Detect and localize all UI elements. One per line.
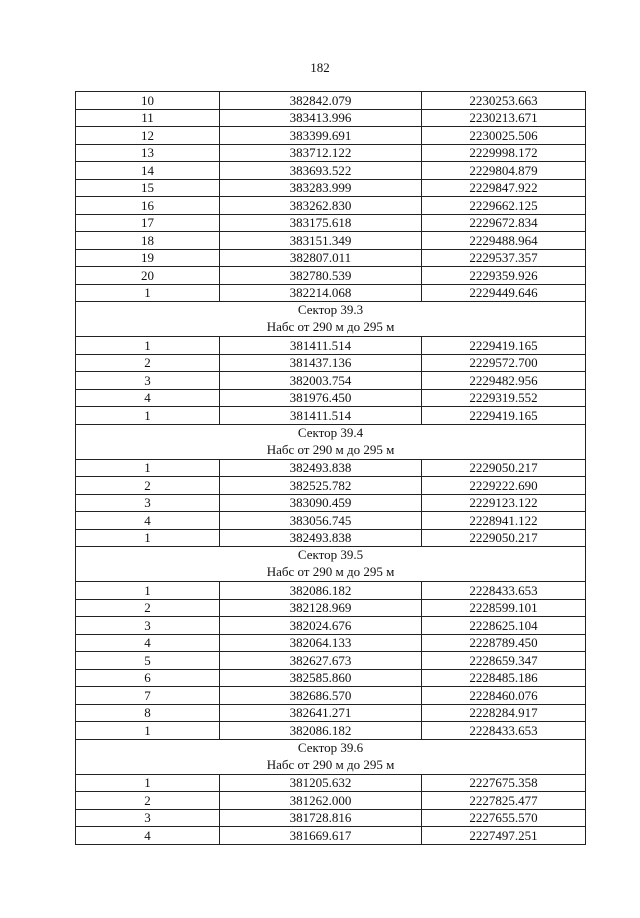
point-number-cell: 1 [76,284,220,302]
y-coordinate-cell: 2229050.217 [422,529,586,547]
table-row [76,179,586,197]
table-row [76,214,586,232]
table-row [76,809,586,827]
coordinates-table [75,91,586,845]
table-row [76,687,586,705]
x-coordinate-cell: 383413.996 [220,109,422,127]
x-coordinate-cell: 382585.860 [220,669,422,687]
point-number-cell: 20 [76,267,220,285]
sector-altitude-range: Набс от 290 м до 295 м [266,756,395,772]
sector-header-row [76,547,586,582]
sector-header-row [76,302,586,337]
y-coordinate-cell: 2228485.186 [422,669,586,687]
x-coordinate-cell: 381437.136 [220,354,422,372]
table-row [76,267,586,285]
y-coordinate-cell: 2228659.347 [422,652,586,670]
point-number-cell: 3 [76,617,220,635]
table-row [76,127,586,145]
table-row [76,162,586,180]
point-number-cell: 1 [76,722,220,740]
x-coordinate-cell: 382024.676 [220,617,422,635]
table-row [76,722,586,740]
table-row [76,582,586,600]
y-coordinate-cell: 2229222.690 [422,477,586,495]
x-coordinate-cell: 382128.969 [220,599,422,617]
x-coordinate-cell: 383175.618 [220,214,422,232]
y-coordinate-cell: 2229419.165 [422,337,586,355]
x-coordinate-cell: 382493.838 [220,529,422,547]
x-coordinate-cell: 382086.182 [220,722,422,740]
table-row [76,529,586,547]
point-number-cell: 13 [76,144,220,162]
x-coordinate-cell: 383262.830 [220,197,422,215]
point-number-cell: 17 [76,214,220,232]
x-coordinate-cell: 383090.459 [220,494,422,512]
point-number-cell: 15 [76,179,220,197]
x-coordinate-cell: 382086.182 [220,582,422,600]
point-number-cell: 4 [76,512,220,530]
sector-title: Сектор 39.5 [297,547,364,562]
x-coordinate-cell: 382493.838 [220,459,422,477]
table-row [76,284,586,302]
y-coordinate-cell: 2228460.076 [422,687,586,705]
point-number-cell: 3 [76,372,220,390]
page-number: 182 [310,60,330,75]
table-row [76,617,586,635]
point-number-cell: 1 [76,337,220,355]
y-coordinate-cell: 2229123.122 [422,494,586,512]
point-number-cell: 3 [76,494,220,512]
y-coordinate-cell: 2229572.700 [422,354,586,372]
y-coordinate-cell: 2229449.646 [422,284,586,302]
sector-altitude-range: Набс от 290 м до 295 м [266,319,395,334]
y-coordinate-cell: 2227825.477 [422,792,586,810]
point-number-cell: 1 [76,582,220,600]
sector-header-cell [76,302,586,337]
y-coordinate-cell: 2228433.653 [422,722,586,740]
x-coordinate-cell: 381728.816 [220,809,422,827]
x-coordinate-cell: 383056.745 [220,512,422,530]
x-coordinate-cell: 383693.522 [220,162,422,180]
table-row [76,669,586,687]
x-coordinate-cell: 381205.632 [220,774,422,792]
x-coordinate-cell: 383151.349 [220,232,422,250]
y-coordinate-cell: 2229482.956 [422,372,586,390]
x-coordinate-cell: 382686.570 [220,687,422,705]
sector-title: Сектор 39.6 [297,739,364,755]
x-coordinate-cell: 382064.133 [220,634,422,652]
point-number-cell: 5 [76,652,220,670]
sector-altitude-range: Набс от 290 м до 295 м [266,441,395,457]
table-row [76,494,586,512]
table-row [76,599,586,617]
y-coordinate-cell: 2229359.926 [422,267,586,285]
x-coordinate-cell: 383712.122 [220,144,422,162]
y-coordinate-cell: 2229672.834 [422,214,586,232]
y-coordinate-cell: 2227655.570 [422,809,586,827]
x-coordinate-cell: 381411.514 [220,407,422,425]
table-row [76,477,586,495]
sector-header-cell [76,424,586,459]
sector-header-row [76,739,586,774]
y-coordinate-cell: 2230253.663 [422,92,586,110]
table-row [76,774,586,792]
table-row [76,144,586,162]
x-coordinate-cell: 382214.068 [220,284,422,302]
table-row [76,372,586,390]
point-number-cell: 2 [76,792,220,810]
table-row [76,634,586,652]
y-coordinate-cell: 2228625.104 [422,617,586,635]
table-row [76,512,586,530]
point-number-cell: 8 [76,704,220,722]
y-coordinate-cell: 2229847.922 [422,179,586,197]
y-coordinate-cell: 2228599.101 [422,599,586,617]
sector-title: Сектор 39.3 [297,302,364,317]
x-coordinate-cell: 381976.450 [220,389,422,407]
point-number-cell: 4 [76,827,220,845]
point-number-cell: 2 [76,477,220,495]
table-row [76,92,586,110]
point-number-cell: 2 [76,354,220,372]
table-row [76,792,586,810]
sector-header-cell [76,739,586,774]
table-row [76,109,586,127]
table-row [76,459,586,477]
x-coordinate-cell: 382842.079 [220,92,422,110]
sector-altitude-range: Набс от 290 м до 295 м [266,564,395,579]
point-number-cell: 1 [76,529,220,547]
y-coordinate-cell: 2227497.251 [422,827,586,845]
sector-title: Сектор 39.4 [297,424,364,440]
table-row [76,197,586,215]
y-coordinate-cell: 2230213.671 [422,109,586,127]
x-coordinate-cell: 382525.782 [220,477,422,495]
point-number-cell: 3 [76,809,220,827]
table-row [76,389,586,407]
y-coordinate-cell: 2229488.964 [422,232,586,250]
sector-header-cell [76,547,586,582]
point-number-cell: 10 [76,92,220,110]
point-number-cell: 14 [76,162,220,180]
y-coordinate-cell: 2228284.917 [422,704,586,722]
table-row [76,407,586,425]
y-coordinate-cell: 2228433.653 [422,582,586,600]
table-row [76,354,586,372]
x-coordinate-cell: 382641.271 [220,704,422,722]
coordinates-table-body [76,92,586,845]
x-coordinate-cell: 381669.617 [220,827,422,845]
y-coordinate-cell: 2228789.450 [422,634,586,652]
point-number-cell: 16 [76,197,220,215]
y-coordinate-cell: 2229050.217 [422,459,586,477]
y-coordinate-cell: 2229537.357 [422,249,586,267]
point-number-cell: 4 [76,634,220,652]
y-coordinate-cell: 2229804.879 [422,162,586,180]
table-row [76,704,586,722]
point-number-cell: 1 [76,459,220,477]
sector-header-row [76,424,586,459]
y-coordinate-cell: 2229419.165 [422,407,586,425]
point-number-cell: 7 [76,687,220,705]
point-number-cell: 1 [76,774,220,792]
y-coordinate-cell: 2230025.506 [422,127,586,145]
table-row [76,249,586,267]
point-number-cell: 4 [76,389,220,407]
y-coordinate-cell: 2229998.172 [422,144,586,162]
x-coordinate-cell: 382627.673 [220,652,422,670]
x-coordinate-cell: 382807.011 [220,249,422,267]
point-number-cell: 6 [76,669,220,687]
table-row [76,827,586,845]
point-number-cell: 19 [76,249,220,267]
table-row [76,232,586,250]
table-row [76,337,586,355]
point-number-cell: 2 [76,599,220,617]
x-coordinate-cell: 383283.999 [220,179,422,197]
point-number-cell: 1 [76,407,220,425]
x-coordinate-cell: 382003.754 [220,372,422,390]
x-coordinate-cell: 381411.514 [220,337,422,355]
point-number-cell: 18 [76,232,220,250]
y-coordinate-cell: 2229319.552 [422,389,586,407]
y-coordinate-cell: 2227675.358 [422,774,586,792]
table-row [76,652,586,670]
x-coordinate-cell: 383399.691 [220,127,422,145]
point-number-cell: 11 [76,109,220,127]
y-coordinate-cell: 2228941.122 [422,512,586,530]
x-coordinate-cell: 382780.539 [220,267,422,285]
x-coordinate-cell: 381262.000 [220,792,422,810]
y-coordinate-cell: 2229662.125 [422,197,586,215]
point-number-cell: 12 [76,127,220,145]
